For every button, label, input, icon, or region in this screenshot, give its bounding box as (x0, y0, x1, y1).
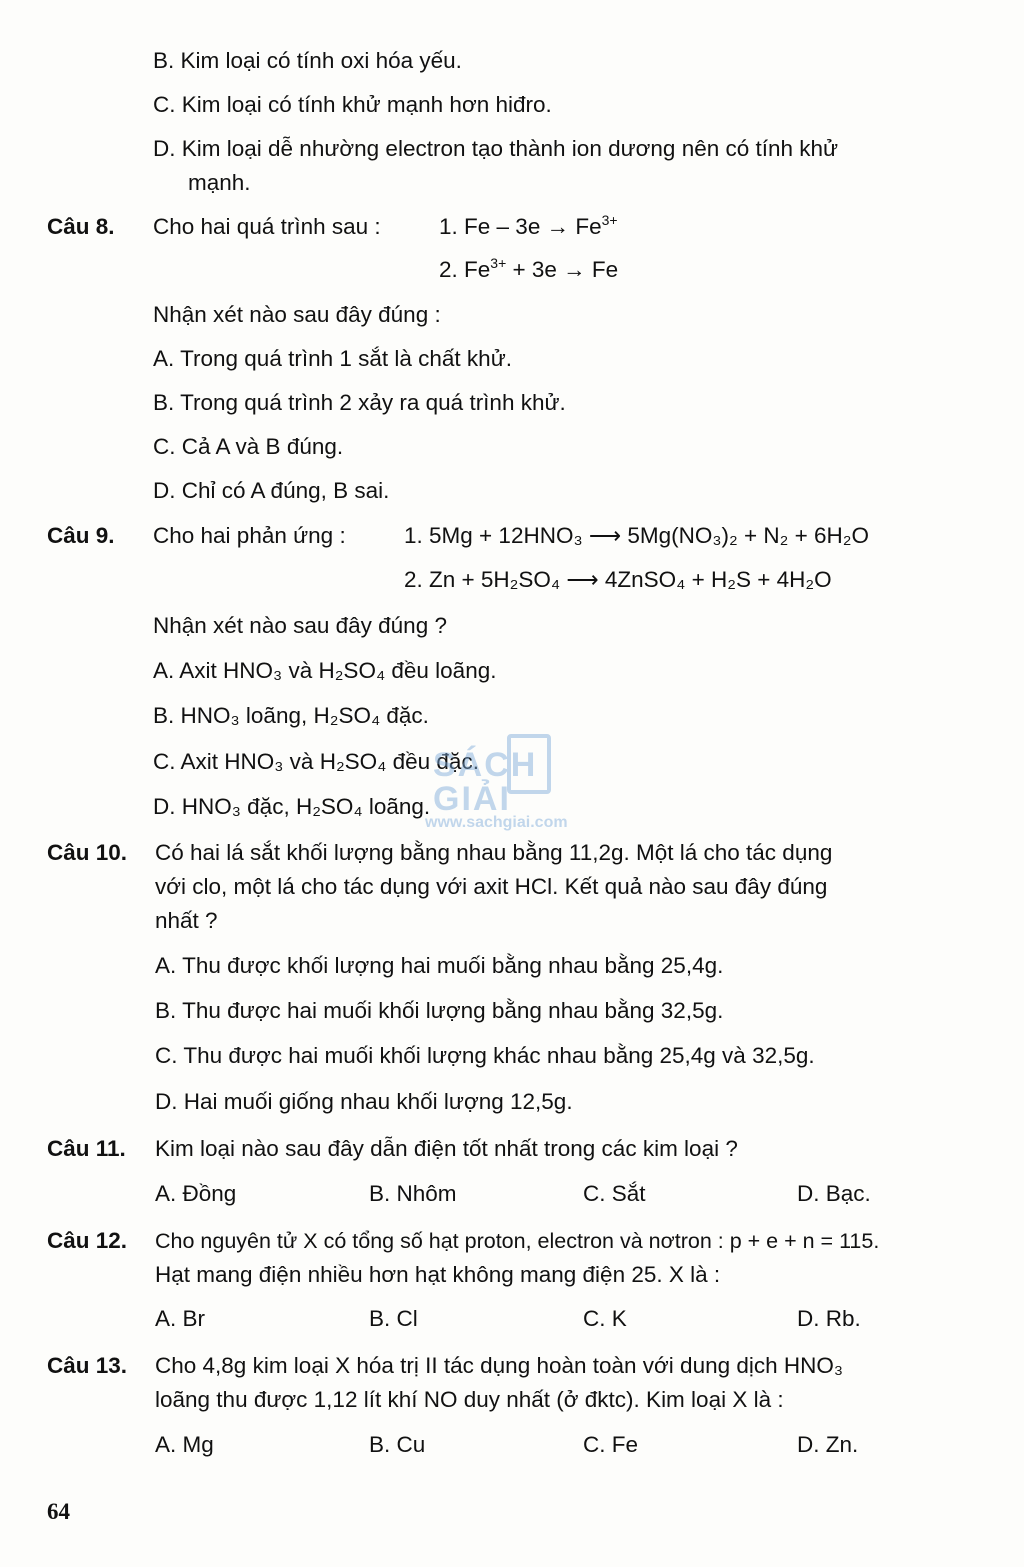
q13-line-2: loãng thu được 1,12 lít khí NO duy nhất (ở đktc). Kim loại X là : (155, 1387, 784, 1412)
q8-p2-fe: Fe (464, 257, 491, 282)
q10-option-a: A. Thu được khối lượng hai muối bằng nhau bằng 25,4g. (155, 953, 724, 978)
q12-option-b: B. Cl (369, 1306, 418, 1331)
q8-intro: Cho hai quá trình sau : (153, 214, 381, 239)
q8-option-b: B. Trong quá trình 2 xảy ra quá trình khử. (153, 390, 566, 415)
q11-option-d: D. Bạc. (797, 1181, 871, 1206)
q13-option-c: C. Fe (583, 1432, 639, 1457)
watermark-frame (507, 734, 551, 794)
q10-line-1: Có hai lá sắt khối lượng bằng nhau bằng 11,2g. Một lá cho tác dụng (155, 840, 833, 865)
q9-reaction-1: 1. 5Mg + 12HNO₃ ⟶ 5Mg(NO₃)₂ + N₂ + 6H₂O (404, 523, 870, 548)
q7-option-d-line2: mạnh. (188, 170, 251, 195)
q13-option-b: B. Cu (369, 1432, 426, 1457)
q13-option-a: A. Mg (155, 1432, 214, 1457)
q12-label: Câu 12. (47, 1228, 128, 1253)
q8-option-c: C. Cả A và B đúng. (153, 434, 344, 459)
q13-option-d: D. Zn. (797, 1432, 859, 1457)
q11-label: Câu 11. (47, 1136, 126, 1161)
q10-option-c: C. Thu được hai muối khối lượng khác nhau bằng 25,4g và 32,5g. (155, 1043, 815, 1068)
q8-p2-rest: + 3e → Fe (506, 257, 619, 282)
q8-p1-eq: Fe – 3e → Fe (464, 214, 602, 239)
q10-line-2: với clo, một lá cho tác dụng với axit HCl. Kết quả nào sau đây đúng (155, 874, 828, 899)
q8-p2-num: 2. (439, 257, 458, 282)
q9-option-d: D. HNO₃ đặc, H₂SO₄ loãng. (153, 794, 431, 819)
q12-option-c: C. K (583, 1306, 627, 1331)
q12-option-a: A. Br (155, 1306, 206, 1331)
q8-prompt: Nhận xét nào sau đây đúng : (153, 302, 441, 327)
q9-option-b: B. HNO₃ loãng, H₂SO₄ đặc. (153, 703, 429, 728)
q11-option-b: B. Nhôm (369, 1181, 457, 1206)
q12-option-d: D. Rb. (797, 1306, 861, 1331)
q13-label: Câu 13. (47, 1353, 128, 1378)
q7-option-c: C. Kim loại có tính khử mạnh hơn hiđro. (153, 92, 552, 117)
q9-option-a: A. Axit HNO₃ và H₂SO₄ đều loãng. (153, 658, 497, 683)
watermark-url: www.sachgiai.com (425, 814, 568, 831)
q12-line-2: Hạt mang điện nhiều hơn hạt không mang điện 25. X là : (155, 1262, 721, 1287)
q8-process-1 (439, 210, 618, 244)
q9-reaction-2: 2. Zn + 5H₂SO₄ ⟶ 4ZnSO₄ + H₂S + 4H₂O (404, 567, 832, 592)
q7-option-d-line1: D. Kim loại dễ nhường electron tạo thành ion dương nên có tính khử (153, 136, 839, 161)
q8-label: Câu 8. (47, 214, 115, 239)
q8-option-a: A. Trong quá trình 1 sắt là chất khử. (153, 346, 513, 371)
q11-option-c: C. Sắt (583, 1181, 646, 1206)
q7-option-b: B. Kim loại có tính oxi hóa yếu. (153, 48, 462, 73)
q10-option-b: B. Thu được hai muối khối lượng bằng nhau bằng 32,5g. (155, 998, 724, 1023)
q9-intro: Cho hai phản ứng : (153, 523, 346, 548)
q10-line-3: nhất ? (155, 908, 218, 933)
q8-p1-num: 1. (439, 214, 458, 239)
q10-option-d: D. Hai muối giống nhau khối lượng 12,5g. (155, 1089, 573, 1114)
q11-text: Kim loại nào sau đây dẫn điện tốt nhất trong các kim loại ? (155, 1136, 738, 1161)
q8-p1-sup: 3+ (601, 212, 618, 228)
q8-option-d: D. Chỉ có A đúng, B sai. (153, 478, 390, 503)
q12-line-1: Cho nguyên tử X có tổng số hạt proton, electron và nơtron : p + e + n = 115. (155, 1229, 880, 1253)
q10-label: Câu 10. (47, 840, 128, 865)
q11-option-a: A. Đồng (155, 1181, 237, 1206)
q9-prompt: Nhận xét nào sau đây đúng ? (153, 613, 447, 638)
q13-line-1: Cho 4,8g kim loại X hóa trị II tác dụng hoàn toàn với dung dịch HNO₃ (155, 1353, 844, 1378)
q9-label: Câu 9. (47, 523, 115, 548)
page-number: 64 (47, 1499, 70, 1524)
q9-option-c: C. Axit HNO₃ và H₂SO₄ đều đặc. (153, 749, 479, 774)
q8-process-2 (439, 253, 618, 287)
q8-p2-sup: 3+ (490, 255, 507, 271)
watermark-text: SÁCH GIẢI (433, 746, 538, 818)
